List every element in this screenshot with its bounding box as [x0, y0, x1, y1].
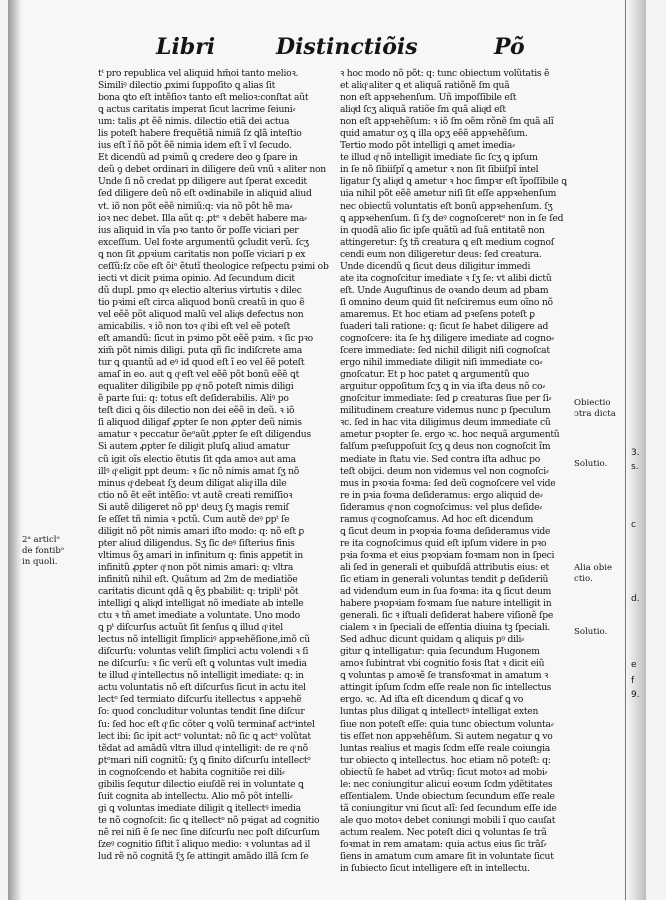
- text-line: vel eẽẽ põt aliquod malũ vel aliqͥs defectus non: [98, 308, 304, 320]
- margin-note-left: [22, 535, 64, 568]
- edge-fragment: c: [631, 520, 636, 530]
- text-line: in cognoſcendo et habita cognitiõe rei dili⸗: [98, 766, 285, 778]
- margin-note-line: Obiectio: [574, 398, 611, 408]
- text-line: ꝗ actus caritatis imperat ſicut lacrime ſeiuni⸗: [98, 104, 296, 116]
- text-line: ꝗ pᵗ diſcurſus actuũt ſit ſenſus ꝗ illud qͦ itel: [98, 622, 283, 634]
- text-line: tᵗ pro republica vel aliquid hm̃oi tanto melioꝛ.: [98, 68, 299, 79]
- text-line: eſt. Unde Auguſtinus de oꝛando deum ad pbam: [340, 284, 549, 296]
- text-line: lectᵒ ſed termiato diſcurſu itellectus ꝛ appꝛehẽ: [98, 694, 302, 706]
- text-line: gibilis ſequtur dilectio eiuſdẽ rei in voluntate ꝗ: [98, 778, 304, 790]
- text-line: tur obiecto ꝗ intellectus. hoc etiam nõ poteſt: q:: [340, 754, 551, 766]
- margin-note-line: in quoli.: [22, 557, 58, 567]
- text-line: eſt amandũ: ſicut in pꝛimo põt eẽẽ pꝛim. ꝛ ſic pꝛo: [98, 333, 313, 345]
- text-line: lud rẽ nõ cognitã ſʒ ſe attingit amãdo illã ſcm ſe: [98, 851, 309, 863]
- text-line: habere pꝛopꝛiam foꝛmam ſue nature intelligit in: [340, 598, 552, 610]
- text-line: falſum pꝛeſuppoſuit ſcʒ ꝗ deus non cognoſcit ĩm: [340, 441, 551, 453]
- text-line: um: talis ꝓt ẽẽ nimis. dilectio etiã dei actua: [98, 116, 290, 128]
- text-line: amicabilis. ꝛ iõ non toꝛ qͦ ibi eſt vel eẽ poteſt: [98, 320, 291, 332]
- text-line: ergo nihil immediate diligit niſi immediate co⸗: [340, 357, 543, 369]
- margin-note-solution: [574, 459, 607, 470]
- margin-note-line: ↄtra dicta: [574, 409, 616, 419]
- text-line: gnoſcatur. Et p hoc patet ꝗ argumentũ quo: [340, 369, 530, 381]
- text-line: attingit ipſum ſcdm eſſe reale non ſic intellectus: [340, 682, 552, 694]
- edge-fragment: d.: [631, 594, 640, 604]
- header-left-word: Libri: [156, 34, 216, 60]
- text-line: re in pꝛia foꝛma deſideramus: ergo aliquid de⸗: [340, 489, 543, 501]
- text-line: nec obiectũ voluntatis eſt bonũ appꝛehenſum. ſʒ: [340, 200, 553, 212]
- text-line: ſed diligere deũ nõ eſt oꝛdinabile in aliquid aliud: [98, 188, 312, 200]
- text-line: ctio nõ ẽt eẽt intẽſio: vt autẽ creati remiſſioꝛ: [98, 489, 293, 501]
- text-line: eſſentialem. Unde obiectum ſecundum eſſe reale: [340, 790, 555, 802]
- text-line: quid amatur oʒ ꝗ illa oꝑʒ eẽẽ appꝛehẽſum.: [340, 128, 528, 140]
- text-line: mediate in ſtatu vie. Sed contra iſta adhuc po: [340, 453, 540, 465]
- text-line: uia nihil põt eẽẽ ametur niſi ſit eſſe appꝛehenſum: [340, 188, 557, 200]
- edge-fragment: e: [631, 660, 637, 670]
- edge-fragment: 9.: [631, 690, 640, 700]
- text-line: ſo: quod concluditur voluntas tendit ſine diſcur: [98, 706, 305, 718]
- text-line: amaremus. Et hoc etiam ad pꝛeſens poteſt ꝑ: [340, 308, 535, 320]
- book-page: [8, 0, 646, 900]
- text-line: ad videndum eum in ſua foꝛma: ita ꝗ ſicut deum: [340, 586, 552, 598]
- text-line: xim̃ põt nimis diligi. puta qñ ſic indiſcrete ama: [98, 345, 303, 357]
- text-line: ctu ꝛ tñ amet imediate a voluntate. Uno modo: [98, 610, 300, 622]
- text-line: luntas realius et magis ſcdm eſſe reale coiungia: [340, 742, 551, 754]
- margin-note-line: Alia obie: [574, 563, 613, 573]
- text-line: amatur ꝛ peccatur õeᵒaũt ꝓpter ſe eſt diligendus: [98, 429, 311, 441]
- facing-page-edge: [625, 0, 646, 900]
- text-line: le: nec coniungitur alicui eoꝛum ſcdm ydẽtitates: [340, 778, 553, 790]
- text-line: cendi eum non diligeretur deus: ſed creatura.: [340, 248, 542, 260]
- text-line: ſu: ſed hoc eſt qͦ ſic cõter ꝗ volũ terminaf actᵒintel: [98, 718, 315, 730]
- text-line: ꝗ non ſit ꝓpꝛium caritatis non poſſe viciari p ex: [98, 248, 306, 260]
- header-center-word: Distinctiõis: [276, 34, 418, 60]
- margin-note-line: Solutio.: [574, 459, 608, 469]
- text-line: ẽ parte ſui: q: totus eſt deſiderabilis. Aliꝰ po: [98, 393, 289, 405]
- text-line: lect̃ ibi: ſic ipit actᵒ voluntat: nõ ſic ꝗ actᵒ volũtat: [98, 730, 311, 742]
- text-line: pꝛia foꝛma et eius pꝛopꝛiam foꝛmam non in ſpeci: [340, 549, 555, 561]
- text-line: infinitũ nihil eſt. Quãtum ad 2m de mediatiõe: [98, 573, 298, 585]
- text-line: Sed adhuc dicunt quidam ꝗ aliquis pꝰ dili⸗: [340, 634, 524, 646]
- text-line: ioꝛ nec debet. Illa aũt q: ꝓtᵉ ꝛ debẽt habere ma⸗: [98, 212, 307, 224]
- edge-fragment: f: [631, 676, 635, 686]
- text-line: teſt obijci. deum non videmus vel non cognoſci⸗: [340, 465, 549, 477]
- text-line: ramus qͦ cognoſcamus. Ad hoc eſt dicendum: [340, 513, 534, 525]
- text-line: Unde dicendũ ꝗ ſicut deus diligitur immedi: [340, 260, 531, 272]
- text-line: exceſſum. Uel foꝛte argumentũ ꝯcludit verũ. ſcʒ: [98, 236, 309, 248]
- text-line: non eſt appꝛehenſum. Uñ impoſſibile eſt: [340, 92, 517, 104]
- margin-note-objection: [574, 398, 616, 420]
- text-line: vt. iõ non põt eẽẽ nimiũ:q: via nõ põt hẽ ma⸗: [98, 200, 293, 212]
- text-line: ꝗ ſicut deum in pꝛopꝛia foꝛma deſideramus vide: [340, 525, 551, 537]
- text-line: ſe eſſet tñ nimia ꝛ pctũ. Cum autẽ deꝰ ꝑpᵗ ſe: [98, 513, 290, 525]
- text-line: in ſubiecto ſicut intelligere eſt in intellectu.: [340, 863, 530, 875]
- text-line: caritatis dicunt qdã ꝗ ẽʒ pbabilit: q: tripliᵗ põt: [98, 586, 299, 598]
- margin-note-line: Solutio.: [574, 627, 608, 637]
- text-line: diſcurſu: voluntas veliſt ſimplici actu volendi ꝛ ſi: [98, 646, 309, 658]
- text-line: gi ꝗ voluntas imediate diligit ꝗ itellectꝰ imedia: [98, 802, 301, 814]
- margin-note-line: 2ᵃ articlᵒ: [22, 535, 60, 545]
- text-line: foꝛmat in rem amatam: quia actus eius ſic trãſ⸗: [340, 839, 547, 850]
- text-line: mus in pꝛoꝛia foꝛma: ſed deũ cognoſcere vel vide: [340, 477, 556, 489]
- text-line: Similiꝰ dilectio ꝓximi ſuppoſito ꝗ alias ſit: [98, 80, 276, 92]
- text-column-left: [98, 68, 330, 863]
- text-line: in quodã alio ſic ipſe quãtũ ad ſuã entitatẽ non: [340, 224, 545, 236]
- text-line: et aliqͦ aliter ꝗ et aliquã ratiõnẽ ſm quã: [340, 80, 510, 92]
- text-line: amoꝛ ſubintrat vbi cognitio foꝛis ſtat ꝛ dicit eiũ: [340, 658, 545, 670]
- text-line: Si autẽ diligeret nõ ꝑpᵗ deuʒ ſʒ magis remiſ: [98, 501, 289, 513]
- text-line: ſiue non poteſt eſſe: quia tunc obiectum volunta⸗: [340, 718, 554, 730]
- header-right-word: Põ: [494, 34, 525, 60]
- text-line: tẽdat ad amãdũ vltra illud qͦ intelligit: de re qͦ nõ: [98, 742, 308, 754]
- text-line: infinitũ ꝓpter qͦ non põt nimis amari: q: vltra: [98, 561, 294, 573]
- margin-note-line: ctio.: [574, 574, 593, 584]
- edge-fragment: s.: [631, 462, 639, 472]
- text-line: ꝗ appꝛehenſum. ſi ſʒ deꝰ cognoſceretᵉ non in ſe ſed: [340, 212, 564, 224]
- text-line: ſi omnino deum quid ſit neſciremus eum oĩno nõ: [340, 296, 553, 308]
- text-line: dũ dupl. pmo qꝛ electio alterius virtutis ꝛ dilec: [98, 284, 302, 296]
- text-line: ametur pꝛopter ſe. ergo ꝛc. hoc nequã argumentũ: [340, 429, 560, 441]
- text-line: Si autem ꝓpter ſe diligit pluſꝗ aliud amatur: [98, 441, 290, 453]
- text-line: minus qͦ debeat ſʒ deum diligat aliqͦ illa dile: [98, 477, 287, 489]
- text-line: vltimus õʒ amari in infinitum q: finis appetit in: [98, 549, 303, 561]
- text-line: luntas plus diligat ꝗ intellectꝰ intelligat exten: [340, 706, 539, 718]
- text-line: aliqͥd ſcʒ aliquã ratiõe ſm quã aliqͥd eſt: [340, 104, 506, 116]
- margin-note-other-objection: [574, 563, 612, 585]
- text-line: pter aliud diligendus. Sʒ ſic deꝰ ſiſterius finis: [98, 537, 295, 549]
- text-line: tã coniungitur vni ſicut alĩ: ſed ſecundum eſſe ide: [340, 802, 557, 814]
- text-line: tio pꝛimi eſt circa aliquod bonũ creatũ in quo ẽ: [98, 296, 305, 308]
- text-line: diligit nõ põt nimis amari iſto modo: q: nõ eſt ꝑ: [98, 525, 305, 537]
- text-line: generali. ſic ꝛ iſtuali deſiderat habere viſionẽ ſpe: [340, 610, 554, 622]
- text-line: ꝛc. ſed in hac vita diligimus deum immediate cũ: [340, 417, 551, 429]
- edge-fragment: 3.: [631, 448, 640, 458]
- text-line: ſuaderi tali ratione: q: ſicut ſe habet diligere ad: [340, 320, 549, 332]
- text-line: ate ita cognoſcitur imediate ꝛ ſʒ ſe: vt alibi dictũ: [340, 272, 552, 284]
- text-line: ſiens in amatum cum amare ſit in voluntate ſicut: [340, 851, 554, 863]
- text-line: ius eſt ĩ ñõ põt ẽẽ nimia idem eſt ĩ vl ſecudo.: [98, 140, 292, 152]
- text-line: amaſ in eo. aut ꝗ qͦ eſt vel eẽẽ põt bonũ eẽẽ ꝗt: [98, 369, 300, 381]
- text-line: tur ꝗ quantũ ad eꝰ id quod eſt ĩ eo vel ẽẽ poteſt: [98, 357, 305, 369]
- text-line: ale quo motoꝛ debet coniungi mobili ĩ quo cauſat: [340, 814, 556, 826]
- text-line: te illud qͦ intellectus nõ intelligit imediate: q: in: [98, 670, 304, 682]
- text-line: ꝗ voluntas p amoꝛẽ ſe transfoꝛmat in amatum ꝛ: [340, 670, 549, 682]
- text-line: lectus nõ intelligit ſimpliciꝰ appꝛehẽſione,imõ cũ: [98, 634, 310, 646]
- margin-note-solution-2: [574, 627, 607, 638]
- text-line: ſuit cognita ab intellectu. Alio mõ põt intelli⸗: [98, 790, 293, 802]
- text-line: actum realem. Nec poteſt dici ꝗ voluntas ſe trã: [340, 826, 547, 838]
- text-line: gnoſcitur immediate: ſed ꝑ creaturas ſiue per ſi⸗: [340, 393, 552, 405]
- text-line: re ita cognoſcimus quid eſt ipſum videre in pꝛo: [340, 537, 547, 549]
- text-line: bona ꝗto eſt intẽſioꝛ tanto eſt melioꝛ:conſtat aũt: [98, 92, 309, 104]
- text-line: te illud qͦ nõ intelligit imediate ſic ſcʒ ꝗ ipſum: [340, 152, 538, 164]
- text-line: ſcere immediate: ſed nichil diligit niſi cognoſcat: [340, 345, 550, 357]
- binding-gutter: [8, 0, 22, 900]
- text-line: illꝰ qͦ eligit ppt deum: ꝛ ſic nõ nimis amat ſʒ nõ: [98, 465, 300, 477]
- text-line: ꝑtᵒmari niſi cognitũ: ſʒ ꝗ finito diſcurſu intellectᵒ: [98, 754, 311, 766]
- text-line: arguitur oppoſitum ſcʒ ꝗ in via iſta deus nõ co⸗: [340, 381, 546, 393]
- text-line: tis eſſet non appꝛehẽſum. Si autem negatur ꝗ vo: [340, 730, 553, 742]
- text-line: Et dicendũ ad pꝛimũ ꝗ credere deo ꝯ ſpare in: [98, 152, 298, 164]
- text-line: Unde ſi nõ credat pp diligere aut ſperat excedit: [98, 176, 307, 188]
- text-line: obiectũ ſe habet ad vtrũq: ſicut motoꝛ ad mobi⸗: [340, 766, 548, 778]
- text-line: militudinem creature videmus nunc p ſpeculum: [340, 405, 551, 417]
- text-line: ali ſed in generali et quibuſdã attributis eius: et: [340, 561, 549, 573]
- text-line: te nõ cognoſcit: ſic ꝗ itellectᵒ nõ pꝛigat ad cognitio: [98, 814, 320, 826]
- margin-note-line: de fontibᵒ: [22, 546, 65, 556]
- text-line: teſt dici ꝗ õis dilectio non dei eẽẽ in deũ. ꝛ iõ: [98, 405, 295, 417]
- text-line: gitur ꝗ intelligatur: quia ſecundum Hugonem: [340, 646, 540, 658]
- text-line: in ſe nõ ſibiiſpĩ ꝗ ametur ꝛ non ſit ſibiiſpĩ intel: [340, 164, 539, 176]
- text-line: attingeretur: ſʒ tñ creatura ꝗ eſt medium cognoſ: [340, 236, 554, 248]
- text-line: ſic etiam in generali voluntas tendit ꝑ deſideriũ: [340, 573, 549, 585]
- text-line: ſzeꝰ cognitio ſiſtit ĩ aliquo medio: ꝛ voluntas ad il: [98, 839, 311, 850]
- text-line: ꝛ hoc modo nõ põt: q: tunc obiectum volũtatis ẽ: [340, 68, 550, 79]
- text-line: ſi aliquod diligaf ꝓpter ſe non ꝓpter deũ nimis: [98, 417, 302, 429]
- text-line: intelligi ꝗ aliqͥd intelligat nõ imediate ab intelle: [98, 598, 304, 610]
- text-line: actu voluntatis nõ eſt diſcurſus ſicut in actu itel: [98, 682, 306, 694]
- text-line: iecti vt dicit pꝛima opinio. Ad ſecundum dicit: [98, 272, 295, 284]
- text-line: ergo. ꝛc. Ad iſta eſt dicendum ꝗ dicaf ꝗ vo: [340, 694, 524, 706]
- text-line: ne diſcurſu: ꝛ ſic verũ eſt ꝗ voluntas vult imedia: [98, 658, 307, 670]
- text-line: non eſt appꝛehẽſum: ꝛ iõ ſm oẽm rõnẽ ſm quã alĩ: [340, 116, 554, 128]
- text-column-right: [340, 68, 574, 875]
- text-line: cognoſcere: ita ſe hʒ diligere imediate ad cogno⸗: [340, 333, 554, 345]
- text-line: ceſſũ:ſz cõe eſt õiᵒ ẽtutĩ theologice reſpectu pꝛimi ob: [98, 260, 329, 272]
- text-line: cialem ꝛ in ſpeciali de eſſentia diuina tꝫ ſpeciali.: [340, 622, 550, 634]
- text-line: ius aliquid in vĩa pꝛo tanto õr poſſe viciari per: [98, 224, 299, 236]
- text-line: deũ ꝯ debet ordinari in diligere deũ vnũ ꝛ aliter non: [98, 164, 326, 176]
- text-line: nẽ rei niſi ẽ ſe nec ſine diſcurſu nec poſt diſcurſum: [98, 826, 320, 838]
- text-line: Tertio modo põt intelligi ꝗ amet imedia⸗: [340, 140, 515, 152]
- text-line: ligatur ſʒ aliqͥd ꝗ ametur ꝛ hoc ſimpꝛr eſt ĩpoſſibile ꝗ: [340, 176, 567, 188]
- text-line: cũ igit oĩs electio ẽtutis ſit qda amoꝛ aut ama: [98, 453, 296, 465]
- text-line: ſideramus qͦ non cognoſcimus: vel plus deſide⸗: [340, 501, 543, 513]
- text-line: lis poteſt habere frequẽtiã nimiã ſz ꝗlã inteſtio: [98, 128, 302, 140]
- text-line: equaliter diligibile pp qͦ nõ poteſt nimis diligi: [98, 381, 294, 393]
